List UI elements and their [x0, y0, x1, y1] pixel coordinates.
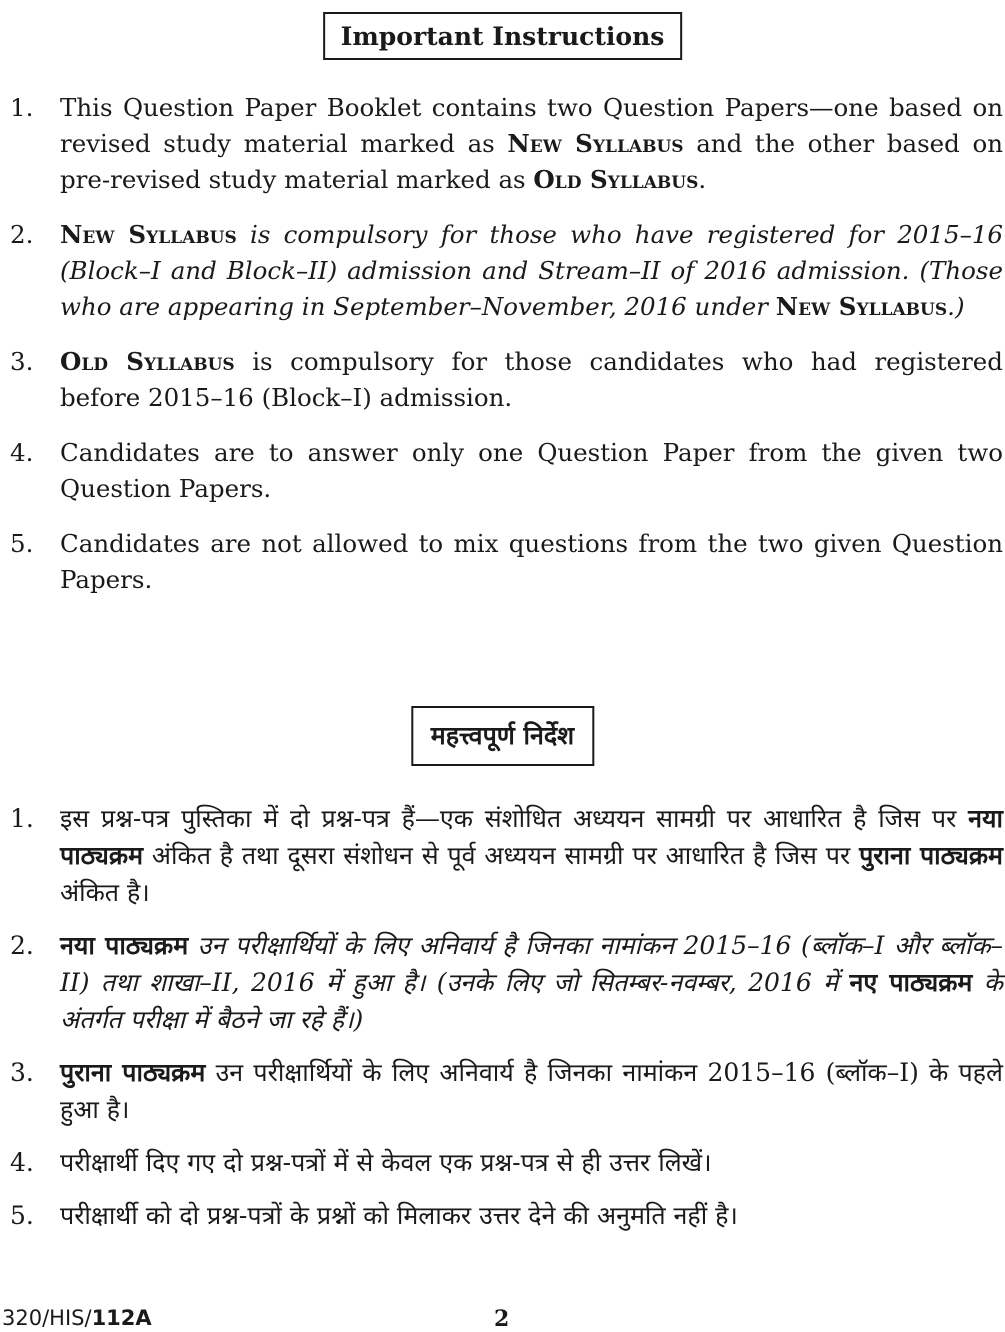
instruction-number: 4. [10, 438, 34, 467]
instruction-item [0, 1197, 1003, 1234]
instruction-number: 5. [10, 1201, 34, 1230]
instruction-text: is compulsory for those who have registered for 2015–16 (Block–I and Block–II) admission and Stream–II of 2016 admission. (Those who are appearing in September–November, 2016 under [60, 220, 1003, 321]
page-number: 2 [494, 1306, 510, 1332]
syllabus-term: Old Syllabus [533, 165, 699, 194]
instruction-number: 2. [10, 931, 34, 960]
instruction-item [0, 526, 1003, 598]
syllabus-term: नए पाठ्यक्रम [849, 968, 973, 997]
instruction-text: Candidates are to answer only one Question Paper from the given two Question Papers. [60, 438, 1003, 503]
syllabus-term: नया पाठ्यक्रम [60, 931, 189, 960]
instruction-number: 1. [10, 93, 34, 122]
paper-code-suffix: 112A [91, 1306, 152, 1330]
instruction-number: 2. [10, 220, 34, 249]
instruction-number: 4. [10, 1148, 34, 1177]
syllabus-term: Old Syllabus [60, 347, 235, 376]
hindi-instructions-list [0, 800, 1003, 1250]
instruction-text: .) [947, 292, 965, 321]
syllabus-term: New Syllabus [775, 292, 948, 321]
english-instructions-title: Important Instructions [323, 12, 683, 60]
instruction-text: के अंतर्गत परीक्षा में बैठने जा रहे हैं।) [60, 968, 1003, 1034]
instruction-text: उन परीक्षार्थियों के लिए अनिवार्य है जिनका नामांकन 2015–16 (ब्लॉक–I) के पहले हुआ है। [60, 1058, 1003, 1124]
instruction-item [0, 1144, 1003, 1181]
instruction-item [0, 1054, 1003, 1128]
instruction-text: Candidates are not allowed to mix questions from the two given Question Papers. [60, 529, 1003, 594]
instruction-number: 5. [10, 529, 34, 558]
syllabus-term: पुराना पाठ्यक्रम [859, 841, 1003, 870]
instruction-text: इस प्रश्न-पत्र पुस्तिका में दो प्रश्न-पत्र हैं—एक संशोधित अध्ययन सामग्री पर आधारित है जिस पर [60, 804, 969, 833]
instruction-text: This Question Paper Booklet contains two Question Papers—one based on revised study material marked as [60, 93, 1003, 158]
instruction-number: 3. [10, 1058, 34, 1087]
instruction-item [0, 800, 1003, 911]
paper-code-prefix: 320/HIS/ [2, 1306, 92, 1330]
instruction-text: and the other based on pre-revised study material marked as [60, 129, 1003, 194]
hindi-instructions-title: महत्त्वपूर्ण निर्देश [411, 706, 594, 766]
instruction-number: 1. [10, 804, 34, 833]
instruction-text: अंकित है तथा दूसरा संशोधन से पूर्व अध्ययन सामग्री पर आधारित है जिस पर [143, 841, 860, 870]
instruction-item [0, 344, 1003, 416]
english-instructions-list [0, 90, 1003, 617]
syllabus-term: नया पाठ्यक्रम [60, 804, 1003, 870]
instruction-text: परीक्षार्थी को दो प्रश्न-पत्रों के प्रश्नों को मिलाकर उत्तर देने की अनुमति नहीं है। [60, 1201, 738, 1230]
instruction-text: परीक्षार्थी दिए गए दो प्रश्न-पत्रों में से केवल एक प्रश्न-पत्र से ही उत्तर लिखें। [60, 1148, 712, 1177]
instruction-text: is compulsory for those candidates who had registered before 2015–16 (Block–I) admission. [60, 347, 1003, 412]
syllabus-term: New Syllabus [507, 129, 684, 158]
instruction-text: . [698, 165, 707, 194]
syllabus-term: New Syllabus [60, 220, 237, 249]
syllabus-term: पुराना पाठ्यक्रम [60, 1058, 206, 1087]
instruction-text: उन परीक्षार्थियों के लिए अनिवार्य है जिनका नामांकन 2015–16 (ब्लॉक–I और ब्लॉक–II) तथा शाखा–II, 2016 में हुआ है। (उनके लिए जो सितम्बर-नवम्बर, 2016 में [60, 931, 1003, 997]
paper-code [2, 1306, 152, 1330]
instruction-item [0, 927, 1003, 1038]
instruction-text: अंकित है। [60, 878, 150, 907]
instruction-item [0, 217, 1003, 325]
instruction-item [0, 435, 1003, 507]
instruction-number: 3. [10, 347, 34, 376]
instruction-item [0, 90, 1003, 198]
